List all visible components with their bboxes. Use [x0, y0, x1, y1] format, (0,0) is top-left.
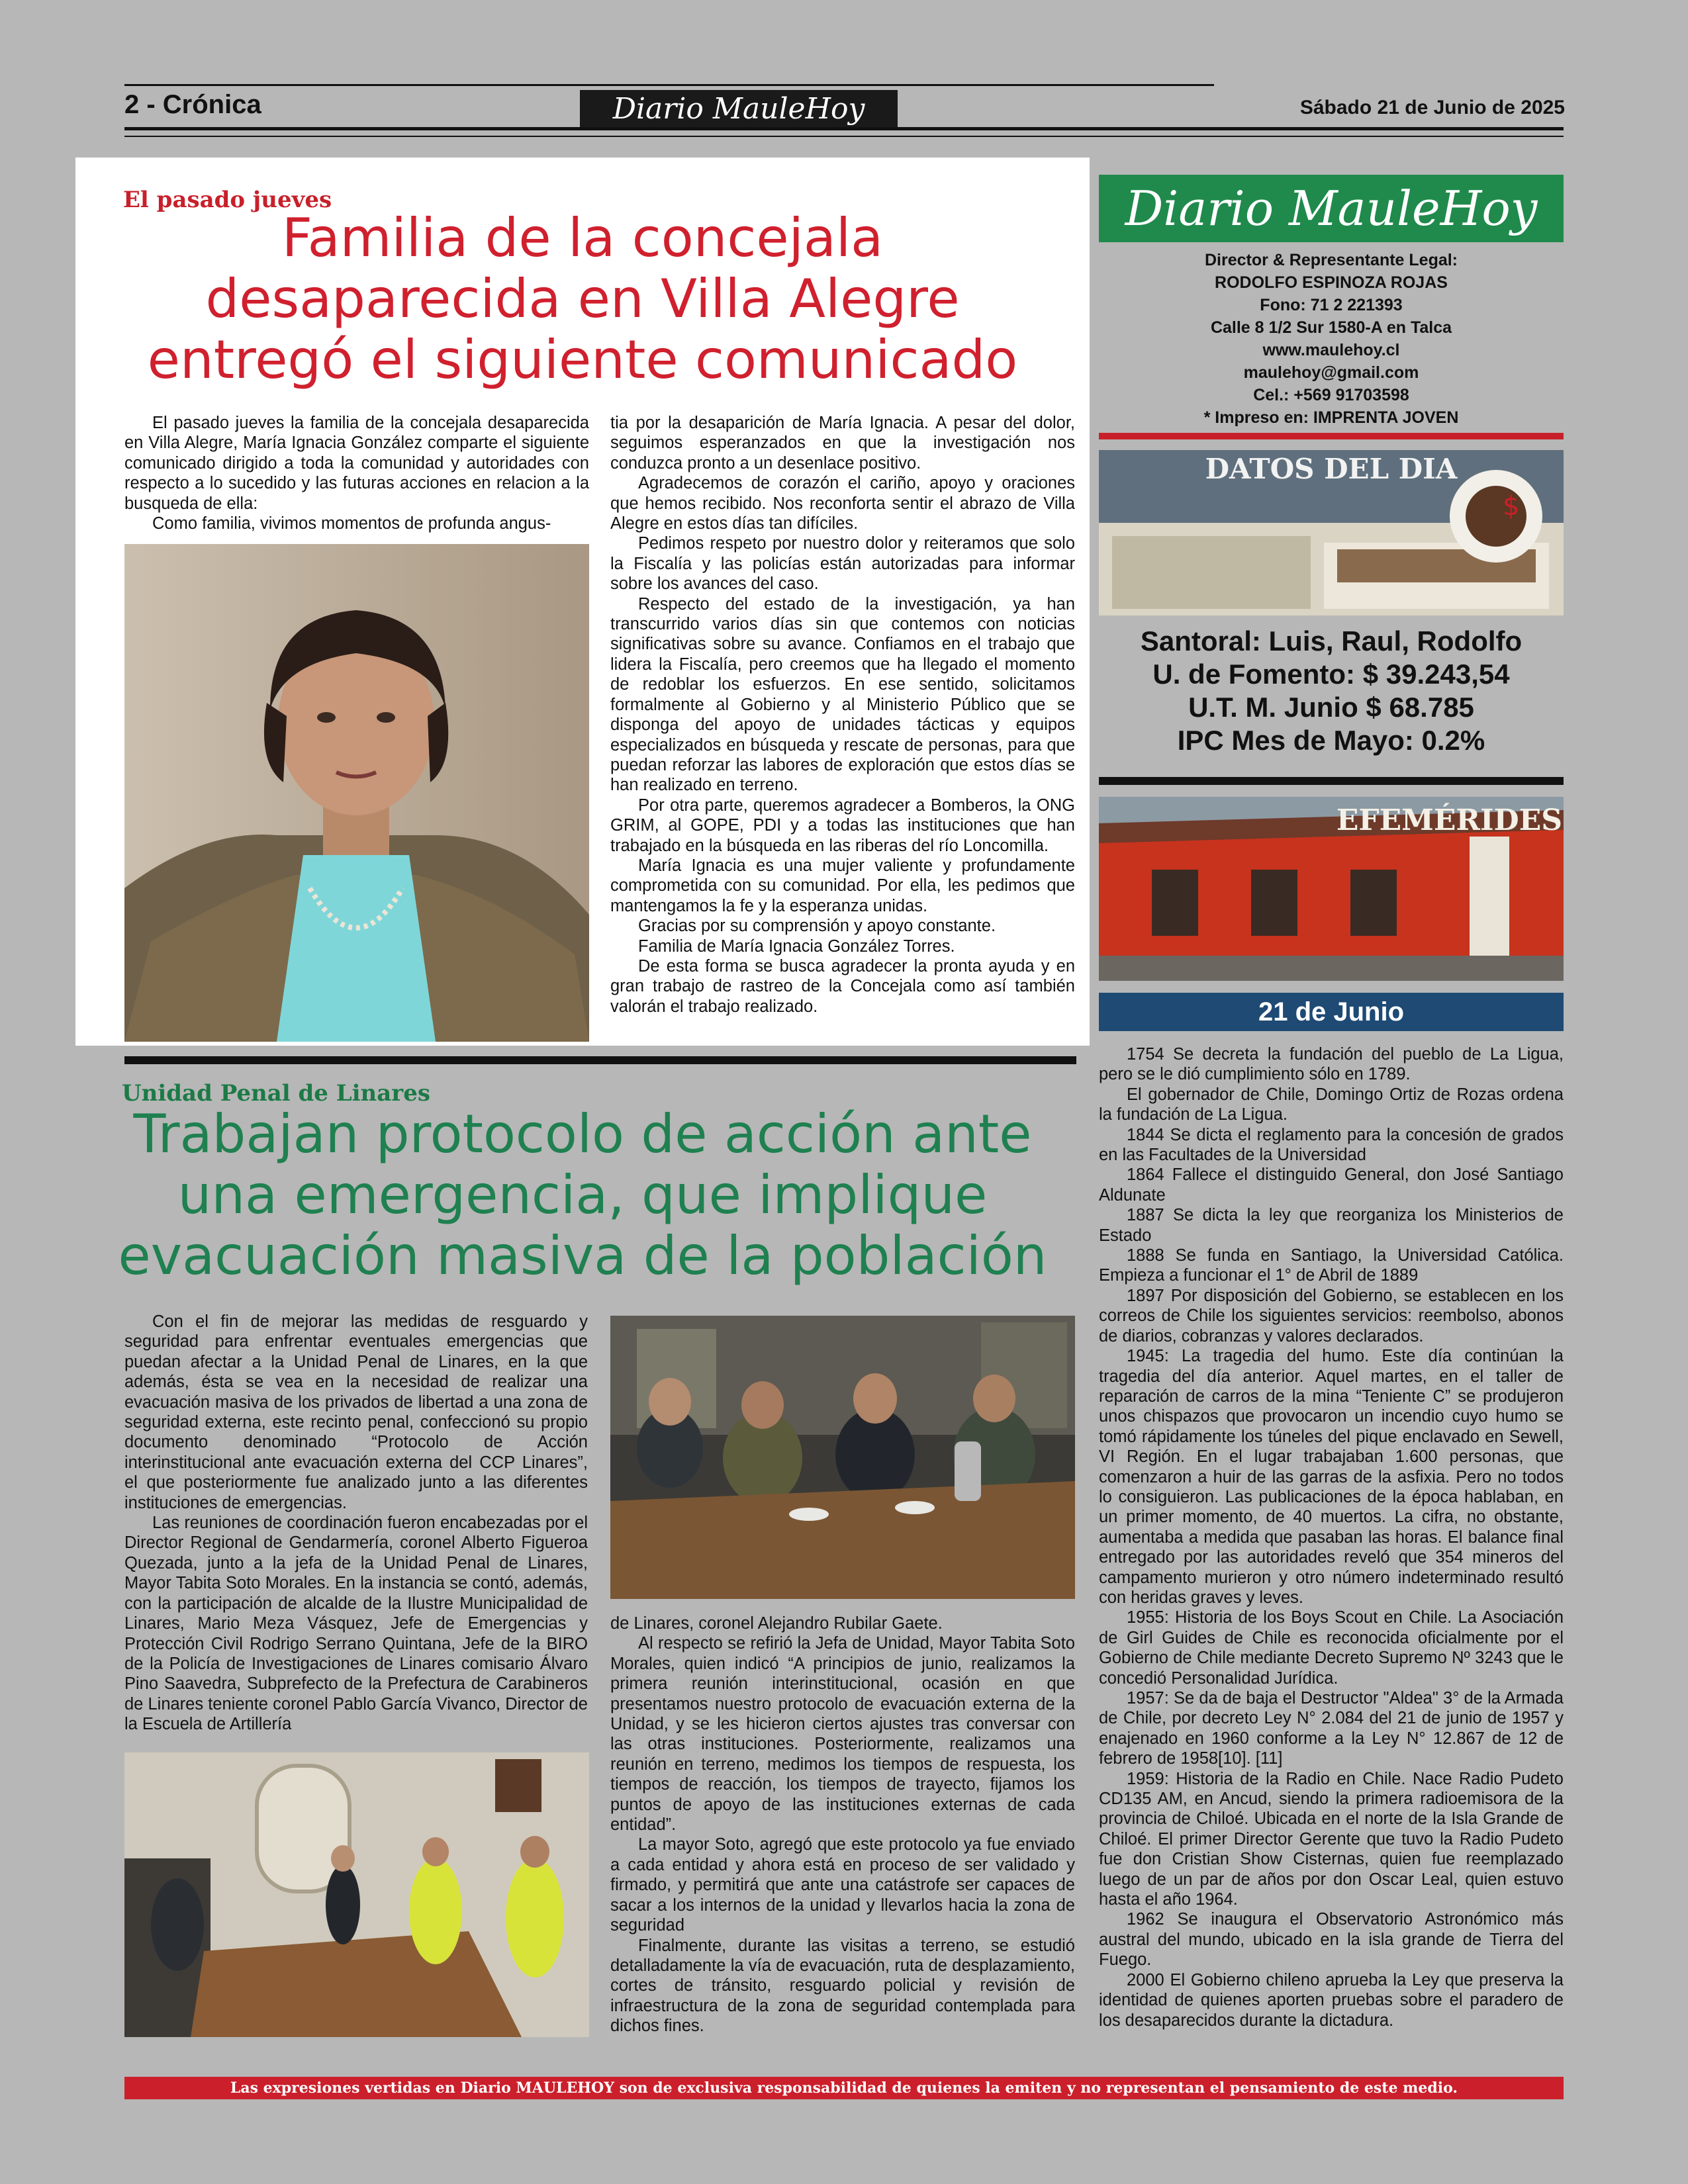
- info-line: RODOLFO ESPINOZA ROJAS: [1215, 273, 1448, 292]
- list-item: 1959: Historia de la Radio en Chile. Nace Radio Pudeto CD135 AM, en Ancud, siendo la primera radioemisora de la provincia de Chiloé. Ubicada en el norte de la Isla Grande de Chiloé. El primer Director Gerente que tuvo la Radio Pudeto fue don Cristian Show Cisternas, quien fue reemplazado luego de un par de años por don Oscar Leal, quien estuvo hasta el año 1964.: [1099, 1769, 1564, 1909]
- list-item: 1864 Fallece el distinguido General, don José Santiago Aldunate: [1099, 1165, 1564, 1205]
- portrait-photo: [124, 544, 589, 1042]
- meeting-room-image: [124, 1752, 589, 2037]
- paragraph: Por otra parte, queremos agradecer a Bomberos, la ONG GRIM, al GOPE, PDI y a todas las instituciones que han trabajado en la búsqueda en las riberas del río Loncomilla.: [610, 796, 1075, 855]
- meeting-photo-room: [124, 1752, 589, 2037]
- list-item: 1962 Se inaugura el Observatorio Astronómico más austral del mundo, ubicado en la isla grande de Tierra del Fuego.: [1099, 1910, 1564, 1970]
- unidad-fomento: U. de Fomento: $ 39.243,54: [1152, 659, 1510, 690]
- article-1-column-2: [610, 413, 1075, 1017]
- utm: U.T. M. Junio $ 68.785: [1188, 692, 1474, 723]
- paragraph: Con el fin de mejorar las medidas de resguardo y seguridad para enfrentar eventuales emergencias que puedan afectar a la Unidad Penal de Linares, en la que además, ésta se vea en la necesidad de realizar una evacuación masiva de los privados de libertad a una zona de seguridad externa, este recinto penal, confeccionó su propio documento denominado “Protocolo de Acción interinstitucional ante evacuación externa del CCP Linares”, el que posteriormente fue analizado junto a las diferentes instituciones de emergencias.: [124, 1312, 588, 1512]
- info-line: Director & Representante Legal:: [1204, 251, 1458, 269]
- efemerides-title: EFEMÉRIDES: [1336, 803, 1562, 837]
- santoral: Santoral: Luis, Raul, Rodolfo: [1140, 625, 1523, 657]
- paragraph: Como familia, vivimos momentos de profunda angus-: [152, 514, 551, 533]
- daily-stats: [1099, 625, 1564, 757]
- list-item: 1945: La tragedia del humo. Este día continúan la tragedia del día anterior. Aquel martes, en el taller de reparación de carros de la mina “Teniente C” se produjeron unos chispazos que provocaron un incendio cuyo humo se tomó rápidamente los túneles del pique enclavado en Sewell, VI Región. En el lugar trabajaban 1.600 personas, que comenzaron a huir de las garras de la asfixia. Pero no todos lo consiguieron. Las publicaciones de la época hablaban, en un primer momento, de 40 muertos. La cifra, no obstante, aumentaba a medida que pasaban las horas. El balance final entregado por las autoridades reveló que 354 mineros del campamento murieron y otro número indeterminado resultó con heridas graves y leves.: [1099, 1347, 1564, 1607]
- paragraph: Las reuniones de coordinación fueron encabezadas por el Director Regional de Gendarmería, coronel Alberto Figueroa Quezada, junto a la jefa de la Unidad Penal de Linares, Mayor Tabita Soto Morales. En la instancia se contó, además, con la participación de alcalde de la Ilustre Municipalidad de Linares, Mario Meza Vásquez, Jefe de Emergencias y Protección Civil Rodrigo Serrano Quintana, Jefe de la BIRO de la Policía de Investigaciones de Linares comisario Álvaro Pino Saavedra, Subprefecto de la Prefectura de Carabineros de Linares teniente coronel Pablo García Vivanco, Director de la Escuela de Artillería: [124, 1514, 588, 1734]
- paragraph: La mayor Soto, agregó que este protocolo ya fue enviado a cada entidad y ahora está en proceso de ser validado y firmado, y permitirá que ante una catástrofe ser capaces de sacar a los internos de la unidad y llevarlos hacia la zona de seguridad: [610, 1835, 1075, 1935]
- portrait-image: [124, 544, 589, 1042]
- paragraph: de Linares, coronel Alejandro Rubilar Gaete.: [610, 1614, 943, 1633]
- list-item: 1897 Por disposición del Gobierno, se establecen en los correos de Chile los siguientes servicios: reembolso, abonos de diarios, cobranzas y valores declarados.: [1099, 1286, 1564, 1345]
- paragraph: María Ignacia es una mujer valiente y profundamente comprometida con su comunidad. Por ella, les pedimos que mantengamos la fe y la esperanza unidas.: [610, 856, 1075, 915]
- sidebar-rule: [1099, 777, 1564, 785]
- masthead-info: [1099, 249, 1564, 429]
- list-item: 1888 Se funda en Santiago, la Universidad Católica. Empieza a funcionar el 1° de Abril de 1889: [1099, 1246, 1564, 1285]
- list-item: 1844 Se dicta el reglamento para la concesión de grados en las Facultades de la Universidad: [1099, 1125, 1564, 1165]
- paragraph: Familia de María Ignacia González Torres.: [638, 936, 955, 956]
- paragraph: Respecto del estado de la investigación, ya han transcurrido varios días sin que contemos con noticias significativas sobre su avance. Confiamos en el trabajo que lidera la Fiscalía, pero creemos que ha llegado el momento de redoblar los esfuerzos. En ese sentido, solicitamos formalmente al Gobierno y al Ministerio Público que se disponga del apoyo de unidades tácticas y equipos especializados en búsqueda y rescate de personas, para que puedan reforzar las labores de exploración que estos días se han realizado en terreno.: [610, 594, 1075, 795]
- header-logo: Diario MauleHoy: [580, 90, 898, 128]
- article-separator: [124, 1056, 1076, 1064]
- info-line: Fono: 71 2 221393: [1260, 296, 1403, 314]
- list-item: El gobernador de Chile, Domingo Ortiz de Rozas ordena la fundación de La Ligua.: [1099, 1085, 1564, 1124]
- paragraph: Finalmente, durante las visitas a terreno, se estudió detalladamente la vía de evacuación, ruta de desplazamiento, cortes de tránsito, resguardo policial y revisión de infraestructura de la zona de seguridad contemplada para dichos fines.: [610, 1936, 1075, 2036]
- paragraph: Agradecemos de corazón el cariño, apoyo y oraciones que hemos recibido. Nos reconforta sentir el abrazo de Villa Alegre en estos días tan difíciles.: [610, 474, 1075, 533]
- list-item: 1754 Se decreta la fundación del pueblo de La Ligua, pero se le dió cumplimiento sólo en 1789.: [1099, 1045, 1564, 1084]
- info-line: maulehoy@gmail.com: [1243, 363, 1419, 382]
- article-2-headline: Trabajan protocolo de acción ante una emergencia, que implique evacuación masiva de la población: [118, 1103, 1047, 1287]
- issue-date: Sábado 21 de Junio de 2025: [1299, 97, 1565, 118]
- article-1-headline: Familia de la concejala desaparecida en Villa Alegre entregó el siguiente comunicado: [147, 207, 1018, 390]
- disclaimer-footer: Las expresiones vertidas en Diario MAULEHOY son de exclusiva responsabilidad de quienes la emiten y no representan el pensamiento de este medio.: [124, 2077, 1564, 2099]
- datos-del-dia-title: DATOS DEL DIA: [1205, 453, 1458, 485]
- meeting-image: [610, 1316, 1075, 1599]
- efemerides-date: 21 de Junio: [1099, 993, 1564, 1031]
- svg-text:$: $: [1503, 491, 1520, 522]
- list-item: 1887 Se dicta la ley que reorganiza los Ministerios de Estado: [1099, 1206, 1564, 1245]
- list-item: 2000 El Gobierno chileno aprueba la Ley que preserva la identidad de quienes aporten pruebas sobre el paradero de los desaparecidos durante la dictadura.: [1099, 1970, 1564, 2030]
- sidebar-rule-red: [1099, 433, 1564, 439]
- header-rule-bottom: [124, 127, 1564, 130]
- meeting-photo-table: [610, 1316, 1075, 1599]
- article-2-kicker: Unidad Penal de Linares: [122, 1080, 430, 1107]
- article-1-column-1: [124, 413, 589, 533]
- paragraph: De esta forma se busca agradecer la pronta ayuda y en gran trabajo de rastreo de la Concejala como así también valorán el trabajo realizado.: [610, 956, 1075, 1016]
- article-1-kicker: El pasado jueves: [123, 187, 332, 213]
- info-line: Calle 8 1/2 Sur 1580-A en Talca: [1210, 318, 1452, 337]
- paragraph: tia por la desaparición de María Ignacia. A pesar del dolor, seguimos esperanzados en que la investigación nos conduzca pronto a un desenlace positivo.: [610, 414, 1075, 473]
- info-line: Cel.: +569 91703598: [1253, 386, 1409, 404]
- info-line: www.maulehoy.cl: [1262, 341, 1400, 359]
- article-2-column-2: [610, 1614, 1075, 2036]
- paragraph: Gracias por su comprensión y apoyo constante.: [638, 917, 996, 936]
- paragraph: Pedimos respeto por nuestro dolor y reiteramos que solo la Fiscalía y las policías están autorizadas para informar sobre los avances del caso.: [610, 534, 1075, 594]
- sidebar-logo: Diario MauleHoy: [1099, 175, 1564, 242]
- info-line: * Impreso en: IMPRENTA JOVEN: [1203, 408, 1459, 427]
- section-label: 2 - Crónica: [124, 90, 261, 119]
- article-2-column-1: [124, 1312, 588, 1735]
- list-item: 1955: Historia de los Boys Scout en Chile. La Asociación de Girl Guides de Chile es reconocida oficialmente por el Gobierno de Chile mediante Decreto Supremo Nº 3243 que le concedió Personalidad Jurídica.: [1099, 1608, 1564, 1688]
- ipc: IPC Mes de Mayo: 0.2%: [1177, 725, 1485, 756]
- header-rule-bottom-thin: [124, 136, 1564, 137]
- paragraph: Al respecto se refirió la Jefa de Unidad, Mayor Tabita Soto Morales, quien indicó “A principios de junio, realizamos la primera reunión interinstitucional, ocasión en que presentamos nuestro protocolo de evacuación externa de la Unidad, y se les hicieron ciertos ajustes tras conversar con las otras instituciones. Posteriormente, realizamos una reunión en terreno, medimos los tiempos de respuesta, los tiempos de reacción, los tiempos de trayecto, fijamos los puntos de apoyo de las instituciones externas de cada entidad”.: [610, 1634, 1075, 1835]
- paragraph: El pasado jueves la familia de la concejala desaparecida en Villa Alegre, María Ignacia González comparte el siguiente comunicado dirigido a toda la comunidad y autoridades con respecto a lo sucedido y las futuras acciones en relacion a la busqueda de ella:: [124, 414, 589, 513]
- header-rule-top: [124, 84, 1214, 86]
- list-item: 1957: Se da de baja el Destructor "Aldea" 3° de la Armada de Chile, por decreto Ley N° 2.084 del 21 de junio de 1957 y enajenado en 1960 conforme a la Ley N° 12.867 de 12 de febrero de 1958[10]. [11]: [1099, 1689, 1564, 1768]
- efemerides-list: [1099, 1044, 1564, 2030]
